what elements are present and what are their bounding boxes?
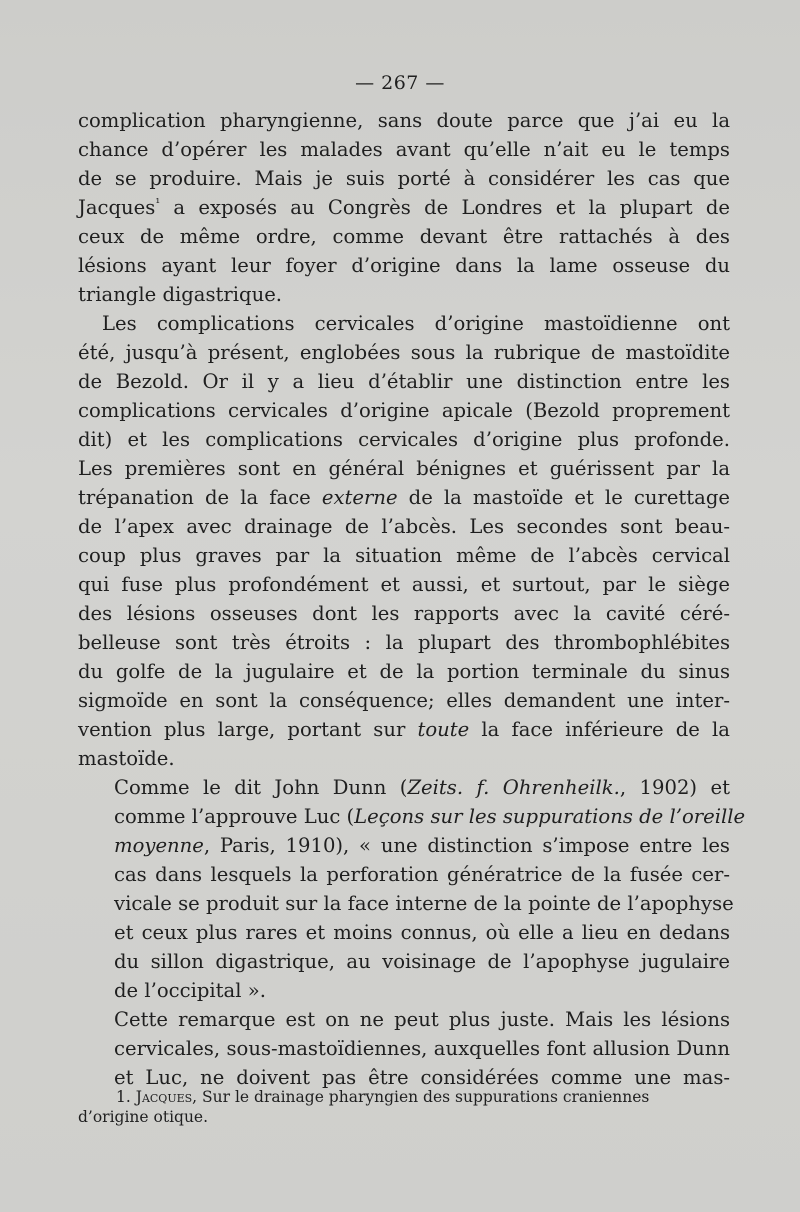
text-line: chance d’opérer les malades avant qu’elle n’ait eu le temps	[78, 138, 730, 161]
text-line: des lésions osseuses dont les rapports avec la cavité céré-	[78, 602, 730, 625]
text-line: vention plus large, portant sur toute la face inférieure de la	[78, 718, 730, 741]
text-line: belleuse sont très étroits : la plupart des thrombophlébites	[78, 631, 730, 654]
citation-title: moyenne	[114, 834, 204, 857]
author-name: Jacques	[78, 196, 156, 219]
text-line: complications cervicales d’origine apicale (Bezold proprement	[78, 399, 730, 422]
footnote-line: d’origine otique.	[78, 1108, 209, 1126]
text-line: Les complications cervicales d’origine mastoïdienne ont	[102, 312, 730, 335]
text-line: et ceux plus rares et moins connus, où elle a lieu en dedans	[114, 921, 730, 944]
emphasis: toute	[417, 718, 470, 741]
text-line: Cette remarque est on ne peut plus juste. Mais les lésions	[114, 1008, 730, 1031]
text-line: coup plus graves par la situation même de l’abcès cervical	[78, 544, 730, 567]
citation-title: Zeits. f. Ohrenheilk.	[407, 776, 620, 799]
text-line: qui fuse plus profondément et aussi, et surtout, par le siège	[78, 573, 730, 596]
footnote-author: Jacques	[135, 1088, 193, 1106]
text-line: de l’apex avec drainage de l’abcès. Les secondes sont beau-	[78, 515, 730, 538]
body-text	[78, 106, 746, 1092]
text-line: moyenne, Paris, 1910), « une distinction s’impose entre les	[114, 834, 730, 857]
text-line: cas dans lesquels la perforation génératrice de la fusée cer-	[114, 863, 730, 886]
text-line: mastoïde.	[78, 747, 175, 770]
text-line: Jacques$^{^1}$ a exposés au Congrès de Londres et la plupart de	[78, 196, 730, 219]
text-line: vicale se produit sur la face interne de la pointe de l’apophyse	[114, 892, 734, 915]
text-line: de l’occipital ».	[114, 979, 266, 1002]
text-line: été, jusqu’à présent, englobées sous la rubrique de mastoïdite	[78, 341, 730, 364]
text-line: sigmoïde en sont la conséquence; elles demandent une inter-	[78, 689, 730, 712]
text-line: Comme le dit John Dunn (Zeits. f. Ohrenheilk., 1902) et	[114, 776, 730, 799]
footnote-ref: ¹	[155, 196, 161, 210]
text-line: du sillon digastrique, au voisinage de l’apophyse jugulaire	[114, 950, 730, 973]
text-line: complication pharyngienne, sans doute parce que j’ai eu la	[78, 109, 730, 132]
text-line: trépanation de la face externe de la mastoïde et le curettage	[78, 486, 731, 509]
citation-title: Leçons sur les suppurations de l’oreille	[354, 805, 746, 828]
footnote-number: 1.	[116, 1088, 131, 1106]
text-line: Les premières sont en général bénignes et guérissent par la	[78, 457, 730, 480]
footnote-line: 1. Jacques, Sur le drainage pharyngien des suppurations craniennes	[116, 1088, 650, 1106]
text-line: comme l’approuve Luc (Leçons sur les suppurations de l’oreille	[114, 805, 746, 828]
emphasis: externe	[321, 486, 398, 509]
text-line: lésions ayant leur foyer d’origine dans la lame osseuse du	[78, 254, 730, 277]
text-line: et Luc, ne doivent pas être considérées comme une mas-	[114, 1066, 730, 1089]
text-line: du golfe de la jugulaire et de la portion terminale du sinus	[78, 660, 730, 683]
footnote	[78, 1087, 768, 1127]
text-line: ceux de même ordre, comme devant être rattachés à des	[78, 225, 730, 248]
page-number: — 267 —	[355, 72, 445, 94]
text-line: dit) et les complications cervicales d’origine plus profonde.	[78, 428, 730, 451]
text-line: cervicales, sous-mastoïdiennes, auxquelles font allusion Dunn	[114, 1037, 730, 1060]
text-line: triangle digastrique.	[78, 283, 283, 306]
text-line: de Bezold. Or il y a lieu d’établir une distinction entre les	[78, 370, 730, 393]
text-line: de se produire. Mais je suis porté à considérer les cas que	[78, 167, 730, 190]
